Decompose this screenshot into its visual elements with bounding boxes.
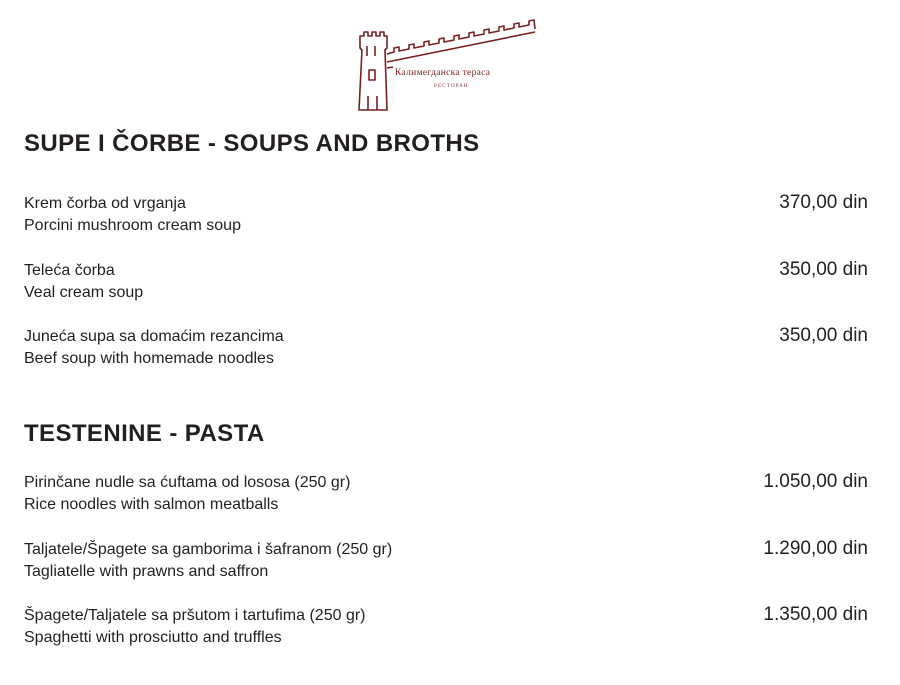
menu-item [24,192,868,243]
item-description: Porcini mushroom cream soup [24,217,241,234]
item-price: 1.290,00 din [763,538,868,559]
item-description: Rice noodles with salmon meatballs [24,496,279,513]
menu-item [24,325,868,376]
menu-item [24,538,868,589]
menu-item [24,604,868,655]
fortress-tower-icon [353,18,543,113]
section-title-soups: SUPE I ČORBE - SOUPS AND BROTHS [24,130,480,157]
item-name: Pirinčane nudle sa ćuftama od lososa (250 gr) [24,474,351,491]
section-title-pasta: TESTENINE - PASTA [24,420,265,447]
item-price: 1.050,00 din [763,471,868,492]
item-name: Krem čorba od vrganja [24,195,186,212]
item-description: Spaghetti with prosciutto and truffles [24,629,282,646]
item-name: Teleća čorba [24,262,115,279]
logo-subtitle: РЕСТОРАН [434,84,469,89]
item-price: 350,00 din [779,325,868,346]
item-description: Beef soup with homemade noodles [24,350,274,367]
item-description: Tagliatelle with prawns and saffron [24,563,269,580]
restaurant-logo [353,18,543,113]
menu-item [24,259,868,310]
item-name: Špagete/Taljatele sa pršutom i tartufima (250 gr) [24,607,366,624]
item-description: Veal cream soup [24,284,144,301]
item-price: 370,00 din [779,192,868,213]
menu-item [24,471,868,522]
item-name: Juneća supa sa domaćim rezancima [24,328,284,345]
logo-name: Калимегданска тераса [395,68,491,78]
item-price: 350,00 din [779,259,868,280]
item-price: 1.350,00 din [763,604,868,625]
item-name: Taljatele/Špagete sa gamborima i šafranom (250 gr) [24,541,393,558]
